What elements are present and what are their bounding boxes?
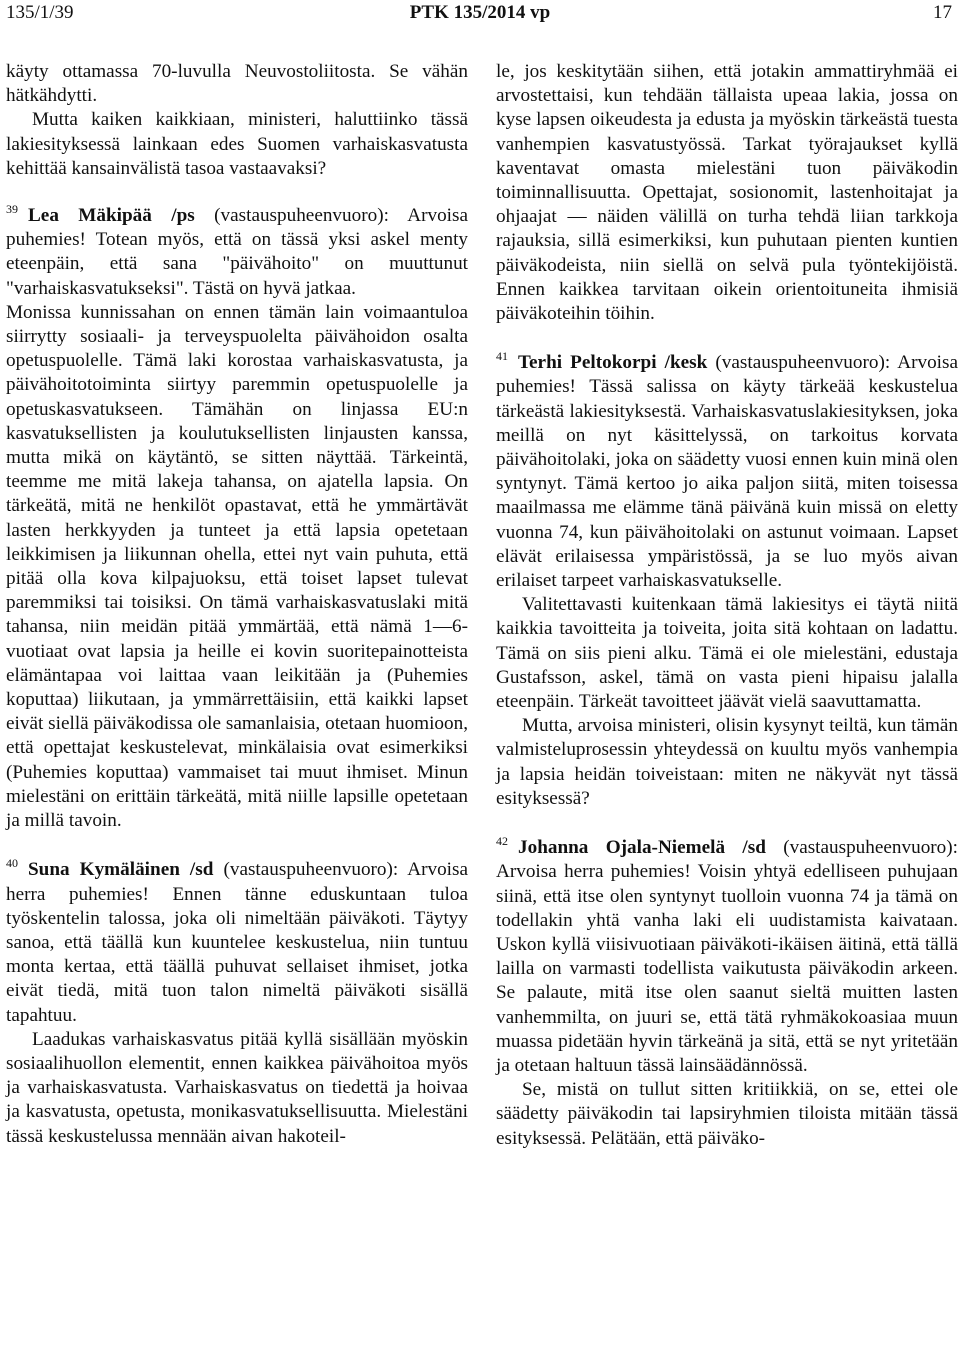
paragraph: Monissa kunnissahan on ennen tämän lain voimaantuloa siirrytty sosiaali- ja terveyspuolelta päivähoidon osalta opetuspuolelle. Tämä laki korostaa varhaiskasvatusta, ja päivähoitotoiminta siirtyy paremmin opetuspuolelle ja opetuskasvatukseen. Tämähän on linjassa EU:n kasvatuksellisten ja koulutuksellisten linjausten kanssa, mutta mikä on käytäntö, se sitten näyttää. Tärkeintä, teemme me mitä lakeja tahansa, on ajatella lapsia. On tärkeätä, mitä ne henkilöt opastavat, että he ymmärtävät lasten herkkyyden ja tunteet ja että lapsia opetetaan leikkimisen ja liikunnan ohella, ettei nyt vain puhuta, että pitää olla kova kilpajuoksu, että toiset lapset tulevat paremmiksi tai toisiksi. On tämä varhaiskasvatuslaki mitä tahansa, niin meidän pitää ymmärtää, että nämä 1—6-vuotiaat ovat lapsia ja heille ei kovin suoritepainotteista elämäntapaa voi laittaa vaan leikitään ja (Puhemies koputtaa) liikutaan, ja ymmärrettäisiin, että kaikki lapset eivät siellä päiväkodissa ole samanlaisia, otetaan huomioon, että opettajat keskustelevat, minkälaisia ovat esimerkiksi (Puhemies koputtaa) vammaiset tai muut ihmiset. Minun mielestäni on erittäin tärkeätä, mitä niille lapsille opetetaan ja millä tavoin. <box>6 301 468 832</box>
paragraph: Laadukas varhaiskasvatus pitää kyllä sisällään myöskin sosiaalihuollon elementit, ennen kaikkea päivähoitoa myös ja varhaiskasvatusta. Varhaiskasvatus on tiedettä ja hoivaa ja kasvatusta, opetusta, monikasvatuksellisuutta. Mielestäni tässä keskustelussa mennään aivan hakoteil- <box>6 1028 468 1147</box>
speech-number: 40 <box>6 856 18 871</box>
speech-text: (vastauspuheenvuoro): Arvoisa herra puhemies! Ennen tänne eduskuntaan tuloa työskentelin talossa, joka oli nimeltään päiväkoti. Täytyy sanoa, että täällä kun kuuntelee keskustelua, niin tuntuu monta kertaa, että täällä puhuvat sellaiset ihmiset, jotka eivät tiedä, mitä tuon talon nimeltä päiväkoti sisällä tapahtuu. <box>6 859 468 1026</box>
speaker-name: Johanna Ojala-Niemelä /sd <box>518 837 766 859</box>
left-column <box>6 60 468 1149</box>
speech-41 <box>496 344 958 593</box>
document-title: PTK 135/2014 vp <box>409 2 551 23</box>
speech-39 <box>6 197 468 301</box>
page-header <box>0 2 960 26</box>
paragraph: Se, mistä on tullut sitten kritiikkiä, on se, ettei ole säädetty päiväkodin tai lapsiryhmien tiloista mitään tässä esityksessä. Pelätään, että päiväko- <box>496 1079 958 1149</box>
speaker-name: Suna Kymäläinen /sd <box>28 859 214 881</box>
speaker-name: Lea Mäkipää /ps <box>28 205 195 227</box>
page-reference: 135/1/39 <box>6 2 74 23</box>
speech-number: 41 <box>496 349 508 364</box>
speech-number: 39 <box>6 202 18 217</box>
speech-42 <box>496 829 958 1078</box>
speech-text: (vastauspuheenvuoro): Arvoisa herra puhemies! Voisin yhtyä edelliseen puhujaan siinä, että itse olen syntynyt tuolloin vuonna 74 ja tämä on todellakin yhtä vanha laki eli uudistamista kaivataan. Uskon kyllä viisivuotiaan päiväkoti-ikäisen äitinä, että tällä lailla on varmasti todellista vaikutusta päiväkodin arkeen. Se palaute, mitä itse olen saanut sieltä muitten lasten vanhemmilta, on juuri se, että tätä ryhmäkokoasiaa muun muassa pidetään hyvin tärkeänä ja sitä, että se nyt yritetään ja otetaan haltuun tässä lainsäädännössä. <box>496 837 958 1076</box>
speech-text: (vastauspuheenvuoro): Arvoisa puhemies! Tässä salissa on käyty tärkeää keskustelua tärkeästä lakiesityksestä. Varhaiskasvatuslakiesityksen, joka meillä on nyt käsittelyssä, on tarkoitus korvata päivähoitolaki, joka on säädetty vuosi ennen kuin minä olen syntynyt. Tämä kertoo jo aika paljon siitä, miten toisessa maailmassa me elämme tänä päivänä kuin missä on eletty vuonna 74, kun päivähoitolaki on astunut voimaan. Lapset elävät erilaisessa ympäristössä, ja se luo myös aivan erilaiset tarpeet varhaiskasvatukselle. <box>496 352 958 592</box>
speech-40 <box>6 851 468 1027</box>
paragraph: le, jos keskitytään siihen, että jotakin ammattiryhmää ei arvostettaisi, kun tehdään tällaista upeaa lakia, jossa on kyse lapsen oikeudesta ja edusta ja myöskin tärkeästä tuesta vanhempien kasvatustyössä. Tarkat työrajaukset kyllä kaventavat omasta mielestäni tuon päiväkodin toiminnallisuutta. Opettajat, sosionomit, lastenhoitajat ja ohjaajat — näiden välillä on turha tehdä liian tarkkoja rajauksia, sillä esimerkiksi, kun puhutaan pienten kuntien päiväkodeista, niin siellä on selvä pula työntekijöistä. Ennen kaikkea tarvitaan oikein orientoituneita ihmisiä päiväkoteihin töihin. <box>496 61 958 325</box>
speech-text: (vastauspuheenvuoro): Arvoisa puhemies! Totean myös, että on tässä yksi askel menty eteenpäin, että sana "päivähoito" on muuttunut "varhaiskasvatukseksi". Tästä on hyvä jatkaa. <box>6 205 468 299</box>
paragraph: Valitettavasti kuitenkaan tämä lakiesitys ei täytä niitä kaikkia tavoitteita ja toiveita, joita sitä kohtaan on ladattu. Tämä on siis pieni alku. Tämä ei ole mielestäni, edustaja Gustafsson, askel, tämä on vasta pieni hipaisu jalalla eteenpäin. Tärkeät tavoitteet jäävät vielä saavuttamatta. <box>496 594 958 713</box>
speaker-name: Terhi Peltokorpi /kesk <box>518 352 708 374</box>
speech-number: 42 <box>496 834 508 849</box>
paragraph: Mutta kaiken kaikkiaan, ministeri, haluttiinko tässä lakiesityksessä lainkaan edes Suomen varhaiskasvatusta kehittää kansainvälistä tasoa vastaavaksi? <box>6 109 468 179</box>
page-number: 17 <box>933 2 952 23</box>
paragraph: Mutta, arvoisa ministeri, olisin kysynyt teiltä, kun tämän valmisteluprosessin yhteydessä on kuultu myös vanhempia ja lapsia heidän toiveistaan: miten ne näkyvät nyt tässä esityksessä? <box>496 715 958 809</box>
right-column <box>496 60 958 1151</box>
paragraph: käyty ottamassa 70-luvulla Neuvostoliitosta. Se vähän hätkähdytti. <box>6 61 468 107</box>
